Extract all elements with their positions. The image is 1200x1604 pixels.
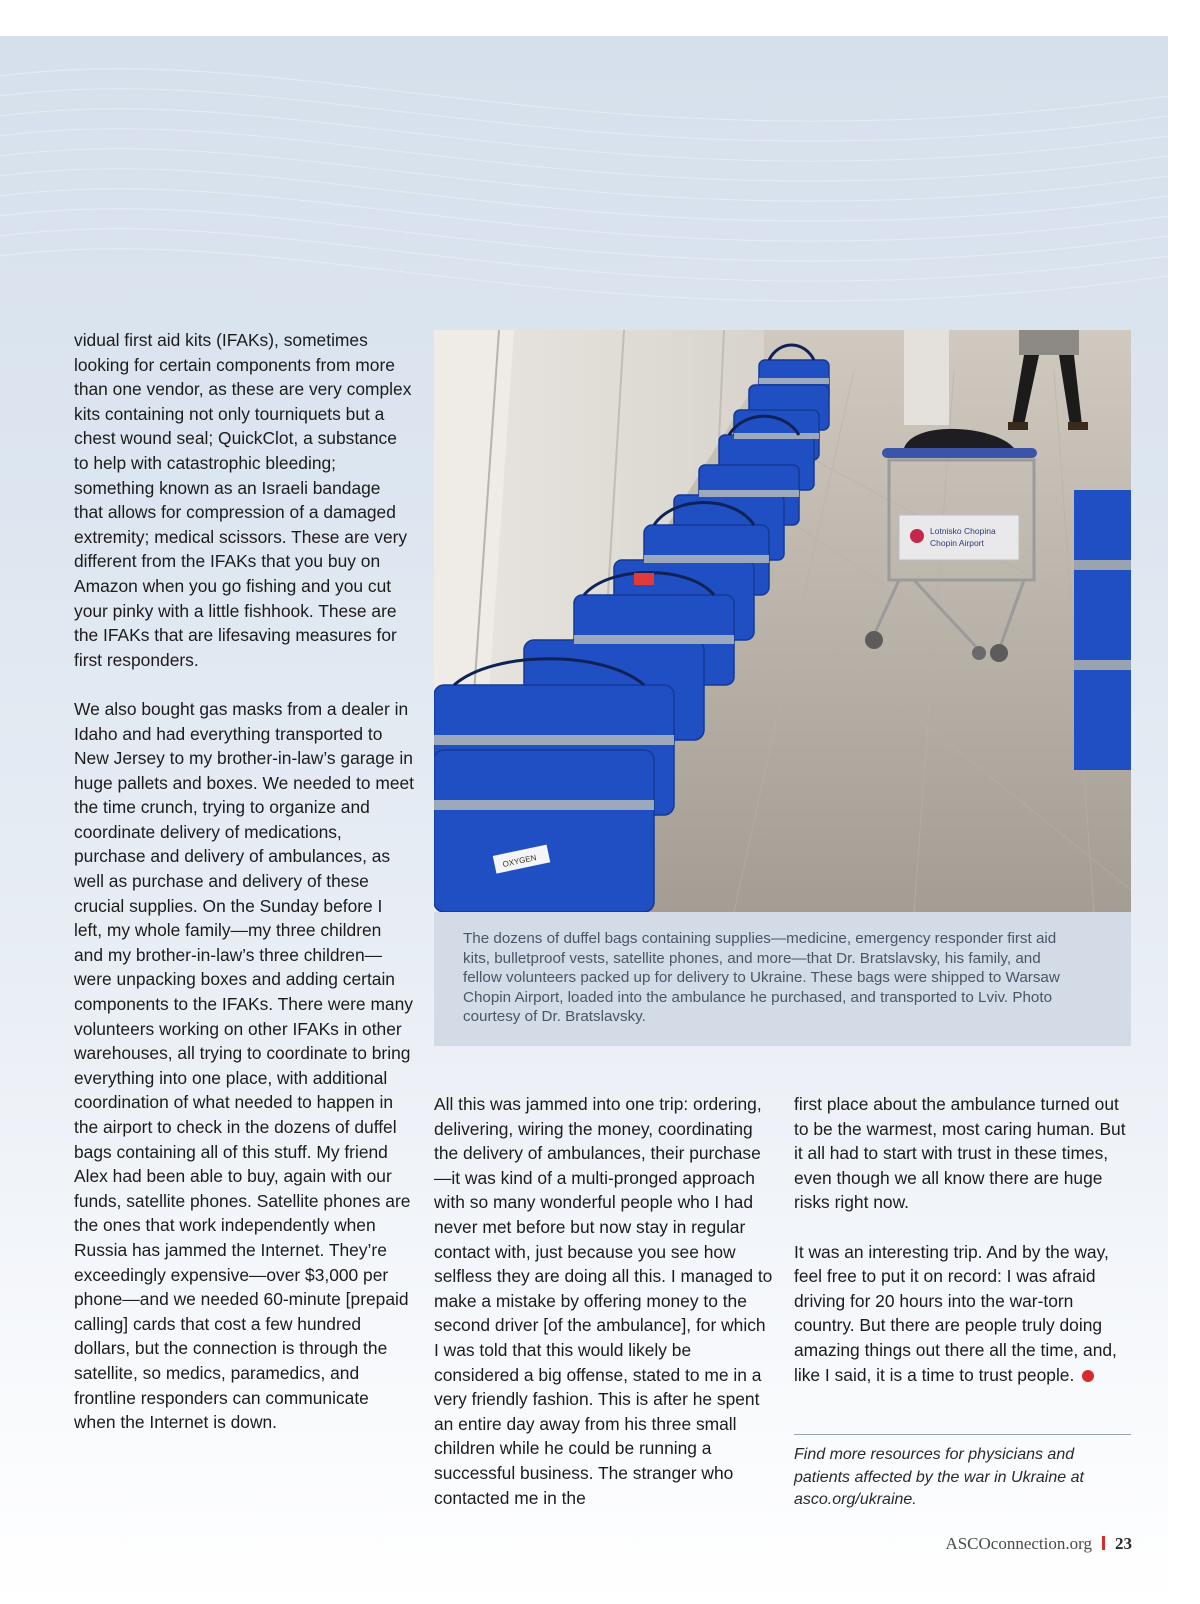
footer-separator-icon	[1102, 1536, 1105, 1550]
article-paragraph-final	[794, 1240, 1134, 1388]
photo-caption-box	[434, 912, 1131, 1046]
page-footer	[945, 1534, 1132, 1554]
end-of-article-dot-icon	[1082, 1370, 1094, 1382]
divider-line	[794, 1434, 1131, 1435]
decorative-wave-lines	[0, 36, 1168, 366]
article-paragraph: All this was jammed into one trip: ordering, delivering, wiring the money, coordinating the delivery of ambulances, their purchase—it was kind of a multi-pronged approach with so many wonderful people who I had never met before but now stay in regular contact with, just because you see how selfless they are doing all this. I managed to make a mistake by offering money to the second driver [of the ambulance], for which I was told that this would likely be considered a big offense, stated to me in a very friendly fashion. This is after he spent an entire day away from his three small children while he could be running a successful business. The stranger who contacted me in the	[434, 1094, 773, 1508]
article-paragraph: first place about the ambulance turned out to be the warmest, most caring human. But it all had to start with trust in these times, even though we all know there are huge risks right now.	[794, 1094, 1126, 1213]
cart-sign-text-1: Lotnisko Chopina	[930, 526, 996, 536]
resources-note: Find more resources for physicians and patients affected by the war in Ukraine at asco.org/ukraine.	[794, 1446, 1084, 1508]
photo-caption: The dozens of duffel bags containing supplies—medicine, emergency responder first aid kits, bulletproof vests, satellite phones, and more—that Dr. Bratslavsky, his family, and fellow volunteers packed up for delivery to Ukraine. These bags were shipped to Warsaw Chopin Airport, loaded into the ambulance he purchased, and transported to Lviv. Photo courtesy of Dr. Bratslavsky.	[463, 930, 1060, 1026]
article-paragraph: We also bought gas masks from a dealer in Idaho and had everything transported to New Jersey to my brother-in-law’s garage in huge pallets and boxes. We needed to meet the time crunch, trying to organize and coordinate delivery of medications, purchase and delivery of ambulances, as well as purchase and delivery of these crucial supplies. On the Sunday before I left, my whole family—my three children and my brother-in-law’s three children—were unpacking boxes and adding certain components to the IFAKs. There were many volunteers working on other IFAKs in other warehouses, all trying to coordinate to bring everything into one place, with additional coordination of what needed to happen in the airport to check in the dozens of duffel bags containing all of this stuff. My friend Alex had been able to buy, again with our funds, satellite phones. Satellite phones are the ones that work independently when Russia has jammed the Internet. They’re exceedingly expensive—over $3,000 per phone—and we needed 60-minute [prepaid calling] cards that cost a few hundred dollars, but the connection is through the satellite, so medics, paramedics, and frontline responders can communicate when the Internet is down.	[74, 698, 415, 1433]
page-number: 23	[1115, 1534, 1132, 1553]
final-paragraph-text: It was an interesting trip. And by the way, feel free to put it on record: I was afraid driving for 20 hours into the war-torn country. But there are people truly doing amazing things out there all the time, and, like I said, it is a time to trust people.	[794, 1241, 1117, 1385]
article-column-left	[74, 328, 414, 1435]
article-column-middle	[434, 1092, 774, 1510]
article-paragraph: vidual first aid kits (IFAKs), sometimes looking for certain components from more than one vendor, as these are very complex kits containing not only tourniquets but a chest wound seal; QuickClot, a substance to help with catastrophic bleeding; something known as an Israeli bandage that allows for compression of a damaged extremity; medical scissors. These are very different from the IFAKs that you buy on Amazon when you go fishing and you cut your pinky with a little fishhook. These are the IFAKs that are lifesaving measures for first responders.	[74, 330, 412, 670]
footer-site: ASCOconnection.org	[945, 1534, 1092, 1553]
cart-sign-text-2: Chopin Airport	[930, 538, 984, 548]
airport-scene-illustration	[434, 330, 1131, 912]
article-column-right	[794, 1092, 1134, 1387]
duffel-bags-photo	[434, 330, 1131, 912]
bag-handwritten-label: OXYGEN	[501, 853, 538, 870]
